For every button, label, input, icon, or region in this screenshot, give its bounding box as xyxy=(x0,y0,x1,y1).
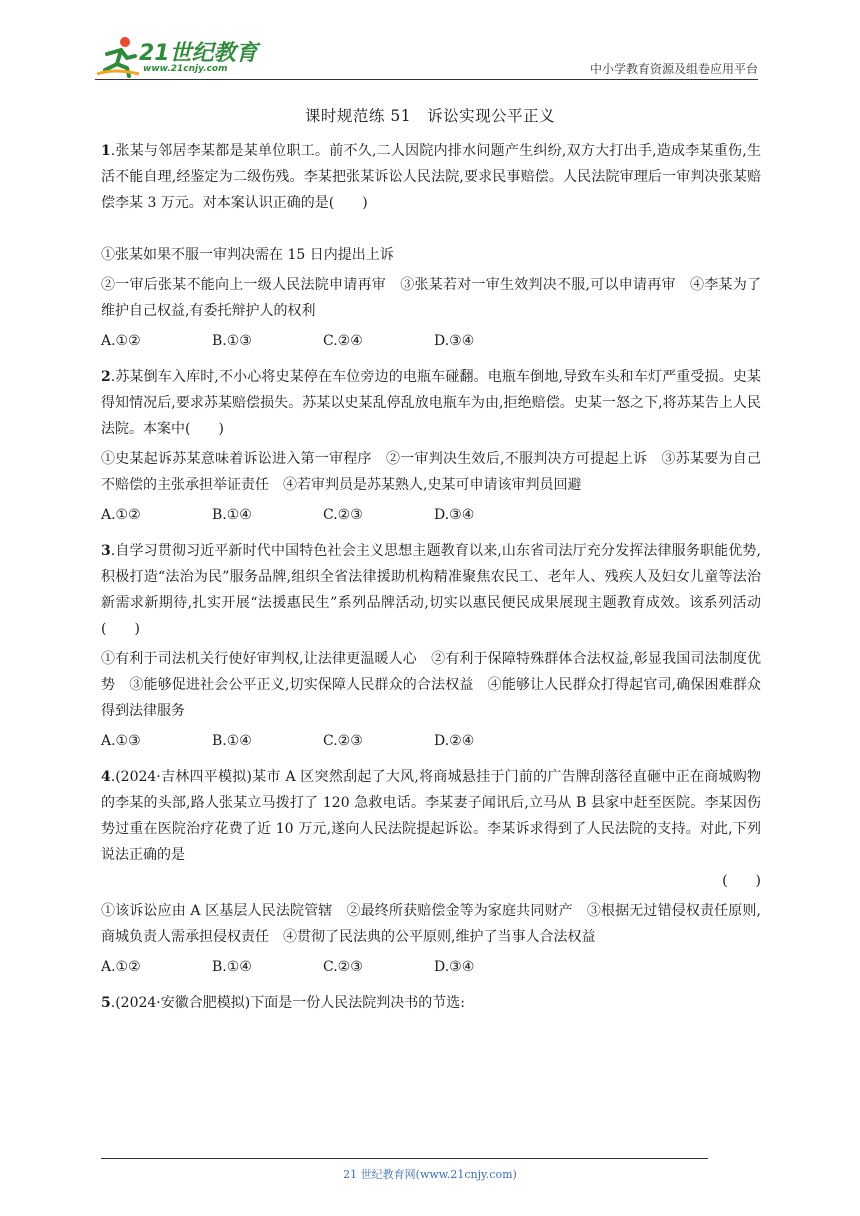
footer-divider xyxy=(101,1158,708,1159)
option-b[interactable]: B.①③ xyxy=(212,333,252,349)
question-number: 1 xyxy=(101,143,111,159)
option-b[interactable]: B.①④ xyxy=(212,733,252,749)
option-d[interactable]: D.②④ xyxy=(434,733,475,749)
site-logo xyxy=(95,34,265,80)
question-stem xyxy=(101,990,761,1016)
page-footer[interactable]: 21 世纪教育网(www.21cnjy.com) xyxy=(343,1168,517,1181)
question-number: 4 xyxy=(101,769,111,785)
question-number: 2 xyxy=(101,369,111,385)
option-c[interactable]: C.②③ xyxy=(323,733,363,749)
option-c[interactable]: C.②③ xyxy=(323,507,363,523)
question-stem xyxy=(101,138,761,216)
question-stem xyxy=(101,764,761,868)
question-list xyxy=(101,138,761,1016)
option-b[interactable]: B.①④ xyxy=(212,959,252,975)
question-text: .(2024·安徽合肥模拟)下面是一份人民法院判决书的节选: xyxy=(110,995,465,1011)
question-2 xyxy=(101,364,761,528)
option-a[interactable]: A.①③ xyxy=(101,733,141,749)
option-a[interactable]: A.①② xyxy=(101,507,141,523)
question-5 xyxy=(101,990,761,1016)
option-b[interactable]: B.①④ xyxy=(212,507,252,523)
option-c[interactable]: C.②③ xyxy=(323,959,363,975)
question-stem xyxy=(101,538,761,642)
answer-blank: ( ) xyxy=(722,873,761,889)
answer-options xyxy=(101,728,761,754)
option-c[interactable]: C.②④ xyxy=(323,333,363,349)
question-stem xyxy=(101,364,761,442)
header-divider xyxy=(95,79,758,80)
page-header xyxy=(95,34,758,80)
option-d[interactable]: D.③④ xyxy=(434,959,475,975)
platform-name: 中小学教育资源及组卷应用平台 xyxy=(589,62,758,76)
question-text: .张某与邻居李某都是某单位职工。前不久,二人因院内排水问题产生纠纷,双方大打出手,造成李某重伤,生活不能自理,经鉴定为二级伤残。李某把张某诉讼人民法院,要求民事赔偿。人民法院审理后一审判决张某赔偿李某 3 万元。对本案认识正确的是( ) xyxy=(101,143,761,211)
question-items: ①有利于司法机关行使好审判权,让法律更温暖人心 ②有利于保障特殊群体合法权益,彰显我国司法制度优势 ③能够促进社会公平正义,切实保障人民群众的合法权益 ④能够让人民群众打得起官司,确保困难群众得到法律服务 xyxy=(101,651,761,719)
question-items: ①该诉讼应由 A 区基层人民法院管辖 ②最终所获赔偿金等为家庭共同财产 ③根据无过错侵权责任原则,商城负责人需承担侵权责任 ④贯彻了民法典的公平原则,维护了当事人合法权益 xyxy=(101,903,761,945)
question-number: 3 xyxy=(101,543,111,559)
answer-options xyxy=(101,328,761,354)
question-text: .(2024·吉林四平模拟)某市 A 区突然刮起了大风,将商城悬挂于门前的广告牌刮落径直砸中正在商城购物的李某的头部,路人张某立马拨打了 120 急救电话。李某妻子闻讯后,立马从 B 县家中赶至医院。李某因伤势过重在医院治疗花费了近 10 万元,遂向人民法院提起诉讼。李某诉求得到了人民法院的支持。对此,下列说法正确的是 xyxy=(101,769,761,863)
question-number: 5 xyxy=(101,995,111,1011)
question-1 xyxy=(101,138,761,354)
question-items: ①史某起诉苏某意味着诉讼进入第一审程序 ②一审判决生效后,不服判决方可提起上诉 ③苏某要为自己不赔偿的主张承担举证责任 ④若审判员是苏某熟人,史某可申请该审判员回避 xyxy=(101,451,761,493)
logo-url: www.21cnjy.com xyxy=(143,64,228,74)
answer-options xyxy=(101,502,761,528)
question-items: ②一审后张某不能向上一级人民法院申请再审 ③张某若对一审生效判决不服,可以申请再审 ④李某为了维护自己权益,有委托辩护人的权利 xyxy=(101,277,761,319)
option-d[interactable]: D.③④ xyxy=(434,507,475,523)
logo-text: 21世纪教育 xyxy=(139,41,258,66)
runner-logo-icon xyxy=(95,34,141,78)
question-text: .苏某倒车入库时,不小心将史某停在车位旁边的电瓶车碰翻。电瓶车倒地,导致车头和车灯严重受损。史某得知情况后,要求苏某赔偿损失。苏某以史某乱停乱放电瓶车为由,拒绝赔偿。史某一怒之下,将苏某告上人民法院。本案中( ) xyxy=(101,369,761,437)
page-title: 课时规范练 51 诉讼实现公平正义 xyxy=(304,107,556,125)
question-text: .自学习贯彻习近平新时代中国特色社会主义思想主题教育以来,山东省司法厅充分发挥法律服务职能优势,积极打造“法治为民”服务品牌,组织全省法律援助机构精准聚焦农民工、老年人、残疾人及妇女儿童等法治新需求新期待,扎实开展“法援惠民生”系列品牌活动,切实以惠民便民成果展现主题教育成效。该系列活动( ) xyxy=(101,543,761,637)
question-3 xyxy=(101,538,761,754)
option-d[interactable]: D.③④ xyxy=(434,333,475,349)
option-a[interactable]: A.①② xyxy=(101,333,141,349)
question-items: ①张某如果不服一审判决需在 15 日内提出上诉 xyxy=(101,247,394,263)
question-4 xyxy=(101,764,761,980)
option-a[interactable]: A.①② xyxy=(101,959,141,975)
answer-options xyxy=(101,954,761,980)
